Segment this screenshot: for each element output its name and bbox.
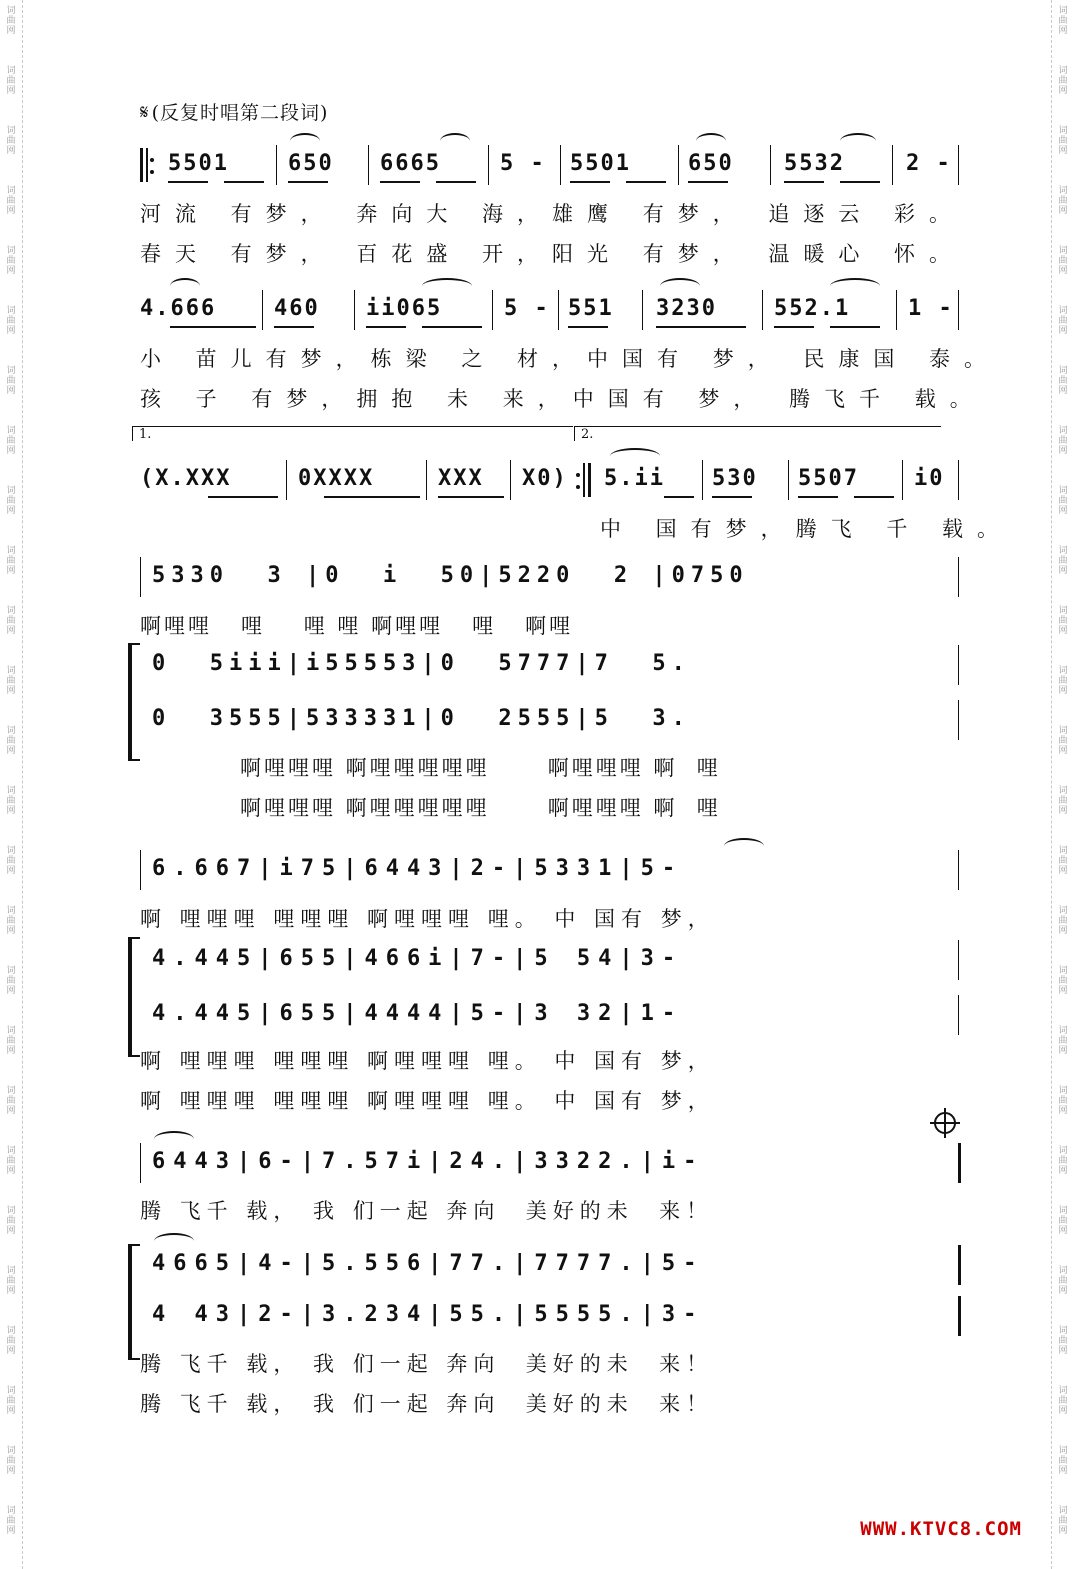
lyrics-row-3: 中 国有梦，腾飞 千 载。: [600, 517, 1013, 541]
watermark-text: 词 曲 网: [6, 786, 16, 816]
score-page: [22, 0, 1052, 1569]
watermark-text: 词 曲 网: [6, 1026, 16, 1056]
segno-icon: 𝄋: [140, 100, 150, 124]
watermark-text: 词 曲 网: [6, 306, 16, 336]
chorus-3-lyrics-2: 腾 飞千 载， 我 们一起 奔向 美好的未 来！: [140, 1392, 714, 1416]
watermark-text: 词 曲 网: [1058, 366, 1068, 396]
watermark-text: 词 曲 网: [6, 6, 16, 36]
chorus-1-voice-1: [140, 645, 958, 685]
chorus-1-top-notes: 5330 3 |0 i 50|5220 2 |0750: [152, 563, 749, 588]
watermark-text: 词 曲 网: [1058, 1146, 1068, 1176]
watermark-text: 词 曲 网: [6, 1386, 16, 1416]
chorus-2-top-lyrics: 啊 哩哩哩 哩哩哩 啊哩哩哩 哩。 中 国有 梦，: [140, 907, 715, 931]
measure-5501-b: 5501: [570, 151, 631, 176]
lyrics-row-2-verse-2: 孩 子 有梦，拥抱 未 来，中国有 梦， 腾飞千 载。: [140, 387, 985, 411]
repeat-instruction: [140, 98, 328, 125]
measure-5521: 552.1: [774, 296, 851, 321]
chorus-2-voice-1-notes: 4.445|655|466i|7-|5 54|3-: [152, 946, 684, 971]
chorus-3-top-lyrics: 腾 飞千 载， 我 们一起 奔向 美好的未 来！: [140, 1199, 714, 1223]
chorus-2-lyrics-1: 啊 哩哩哩 哩哩哩 啊哩哩哩 哩。 中 国有 梦，: [140, 1049, 715, 1073]
watermark-text: 词 曲 网: [6, 846, 16, 876]
watermark-text: 词 曲 网: [1058, 1266, 1068, 1296]
choir-brace-1: [128, 643, 140, 761]
watermark-text: 词 曲 网: [6, 186, 16, 216]
watermark-text: 词 曲 网: [1058, 966, 1068, 996]
notation-row-1: 5501: [168, 151, 229, 176]
watermark-text: 词 曲 网: [6, 1446, 16, 1476]
chorus-3-lyrics-1: 腾 飞千 载， 我 们一起 奔向 美好的未 来！: [140, 1352, 714, 1376]
watermark-text: 词 曲 网: [1058, 546, 1068, 576]
chorus-3-voice-1-notes: 4665|4-|5.556|77.|7777.|5-: [152, 1251, 705, 1276]
watermark-text: 词 曲 网: [6, 66, 16, 96]
measure-5-dash-b: 5 -: [504, 296, 550, 321]
watermark-text: 词 曲 网: [6, 1266, 16, 1296]
chorus-2-voice-2-notes: 4.445|655|4444|5-|3 32|1-: [152, 1001, 684, 1026]
measure-3230: 3230: [656, 296, 717, 321]
watermark-text: 词 曲 网: [6, 1146, 16, 1176]
instruction-text: (反复时唱第二段词): [151, 102, 329, 124]
watermark-text: 词 曲 网: [1058, 1446, 1068, 1476]
chorus-3-voice-1: [140, 1245, 958, 1285]
watermark-text: 词 曲 网: [1058, 1386, 1068, 1416]
measure-5532: 5532: [784, 151, 845, 176]
measure-650-b: 650: [688, 151, 734, 176]
chorus-3-voice-2-notes: 4 43|2-|3.234|55.|5555.|3-: [152, 1302, 705, 1327]
watermark-text: 词 曲 网: [6, 546, 16, 576]
watermark-text: 词 曲 网: [6, 366, 16, 396]
watermark-text: 词 曲 网: [1058, 246, 1068, 276]
measure-rhythm-2: 0XXXX: [298, 466, 375, 491]
chorus-3-top-voice: [140, 1143, 958, 1183]
site-watermark-link[interactable]: WWW.KTVC8.COM: [860, 1518, 1022, 1540]
measure-650-a: 650: [288, 151, 334, 176]
watermark-text: 词 曲 网: [6, 906, 16, 936]
melody-row-1: [140, 145, 958, 185]
watermark-text: 词 曲 网: [6, 1086, 16, 1116]
watermark-text: 词 曲 网: [6, 726, 16, 756]
chorus-1-voice-2-notes: 0 3555|533331|0 2555|5 3.: [152, 706, 691, 731]
watermark-text: 词 曲 网: [1058, 786, 1068, 816]
watermark-text: 词 曲 网: [6, 426, 16, 456]
chorus-1-voice-2: [140, 700, 958, 740]
watermark-text: 词 曲 网: [1058, 1086, 1068, 1116]
chorus-2-voice-1: [140, 940, 958, 980]
measure-11065: ii065: [366, 296, 443, 321]
watermark-text: 词 曲 网: [6, 1506, 16, 1536]
chorus-1-lyrics-1: 啊哩哩哩 啊哩哩哩哩哩 啊哩哩哩 啊 哩: [240, 756, 721, 780]
chorus-1-top-lyrics: 啊哩哩 哩 哩 哩 啊哩哩 哩 啊哩: [140, 614, 574, 638]
watermark-text: 词 曲 网: [6, 126, 16, 156]
watermark-text: 词 曲 网: [1058, 126, 1068, 156]
measure-460: 460: [274, 296, 320, 321]
lyrics-row-2-verse-1: 小 苗儿有梦，栋梁 之 材，中国有 梦， 民康国 泰。: [140, 347, 1000, 371]
measure-4666: 4.666: [140, 296, 217, 321]
measure-6665: 6665: [380, 151, 441, 176]
choir-brace-3: [128, 1244, 140, 1360]
measure-5-dash: 5 -: [500, 151, 546, 176]
second-ending-bracket: 2.: [574, 426, 941, 441]
watermark-text: 词 曲 网: [1058, 1206, 1068, 1236]
right-watermark-strip: [1051, 0, 1074, 1569]
watermark-text: 词 曲 网: [1058, 306, 1068, 336]
watermark-text: 词 曲 网: [6, 486, 16, 516]
watermark-text: 词 曲 网: [1058, 186, 1068, 216]
watermark-text: 词 曲 网: [1058, 606, 1068, 636]
measure-5ii: 5.ii: [604, 466, 665, 491]
watermark-text: 词 曲 网: [1058, 6, 1068, 36]
chorus-2-voice-2: [140, 995, 958, 1035]
lyrics-row-1-verse-2: 春天 有梦， 百花盛 开，阳光 有梦， 温暖心 怀。: [140, 242, 965, 266]
watermark-text: 词 曲 网: [1058, 666, 1068, 696]
watermark-text: 词 曲 网: [1058, 426, 1068, 456]
melody-row-3: [140, 460, 958, 500]
measure-2-dash: 2 -: [906, 151, 952, 176]
watermark-text: 词 曲 网: [1058, 726, 1068, 756]
chorus-2-top-voice: [140, 850, 958, 890]
measure-rhythm-4: X0): [522, 466, 568, 491]
chorus-3-voice-2: [140, 1296, 958, 1336]
left-watermark-strip: [0, 0, 23, 1569]
chorus-3-top-notes: 6443|6-|7.57i|24.|3322.|i-: [152, 1149, 705, 1174]
watermark-text: 词 曲 网: [1058, 906, 1068, 936]
watermark-text: 词 曲 网: [6, 966, 16, 996]
chorus-1-top-voice: [140, 557, 958, 597]
measure-530: 530: [712, 466, 758, 491]
watermark-text: 词 曲 网: [6, 606, 16, 636]
watermark-text: 词 曲 网: [1058, 1026, 1068, 1056]
chorus-1-lyrics-2: 啊哩哩哩 啊哩哩哩哩哩 啊哩哩哩 啊 哩: [240, 796, 721, 820]
measure-i0: i0: [914, 466, 945, 491]
measure-1-dash: 1 -: [908, 296, 954, 321]
watermark-text: 词 曲 网: [1058, 846, 1068, 876]
watermark-text: 词 曲 网: [1058, 1326, 1068, 1356]
watermark-text: 词 曲 网: [6, 1326, 16, 1356]
chorus-1-voice-1-notes: 0 5iii|i55553|0 5777|7 5.: [152, 651, 691, 676]
chorus-2-lyrics-2: 啊 哩哩哩 哩哩哩 啊哩哩哩 哩。 中 国有 梦，: [140, 1089, 715, 1113]
measure-rhythm-1: (X.XXX: [140, 466, 232, 491]
measure-rhythm-3: XXX: [438, 466, 484, 491]
lyrics-row-1-verse-1: 河流 有梦， 奔向大 海，雄鹰 有梦， 追逐云 彩。: [140, 202, 965, 226]
watermark-text: 词 曲 网: [6, 666, 16, 696]
coda-icon: [934, 1112, 956, 1134]
watermark-text: 词 曲 网: [6, 1206, 16, 1236]
melody-row-2: [140, 290, 958, 330]
watermark-text: 词 曲 网: [1058, 486, 1068, 516]
first-ending-bracket: 1.: [132, 426, 573, 441]
watermark-text: 词 曲 网: [1058, 1506, 1068, 1536]
choir-brace-2: [128, 937, 140, 1057]
chorus-2-top-notes: 6.667|i75|6443|2-|5331|5-: [152, 856, 684, 881]
watermark-text: 词 曲 网: [1058, 66, 1068, 96]
measure-5507: 5507: [798, 466, 859, 491]
watermark-text: 词 曲 网: [6, 246, 16, 276]
measure-551: 551: [568, 296, 614, 321]
